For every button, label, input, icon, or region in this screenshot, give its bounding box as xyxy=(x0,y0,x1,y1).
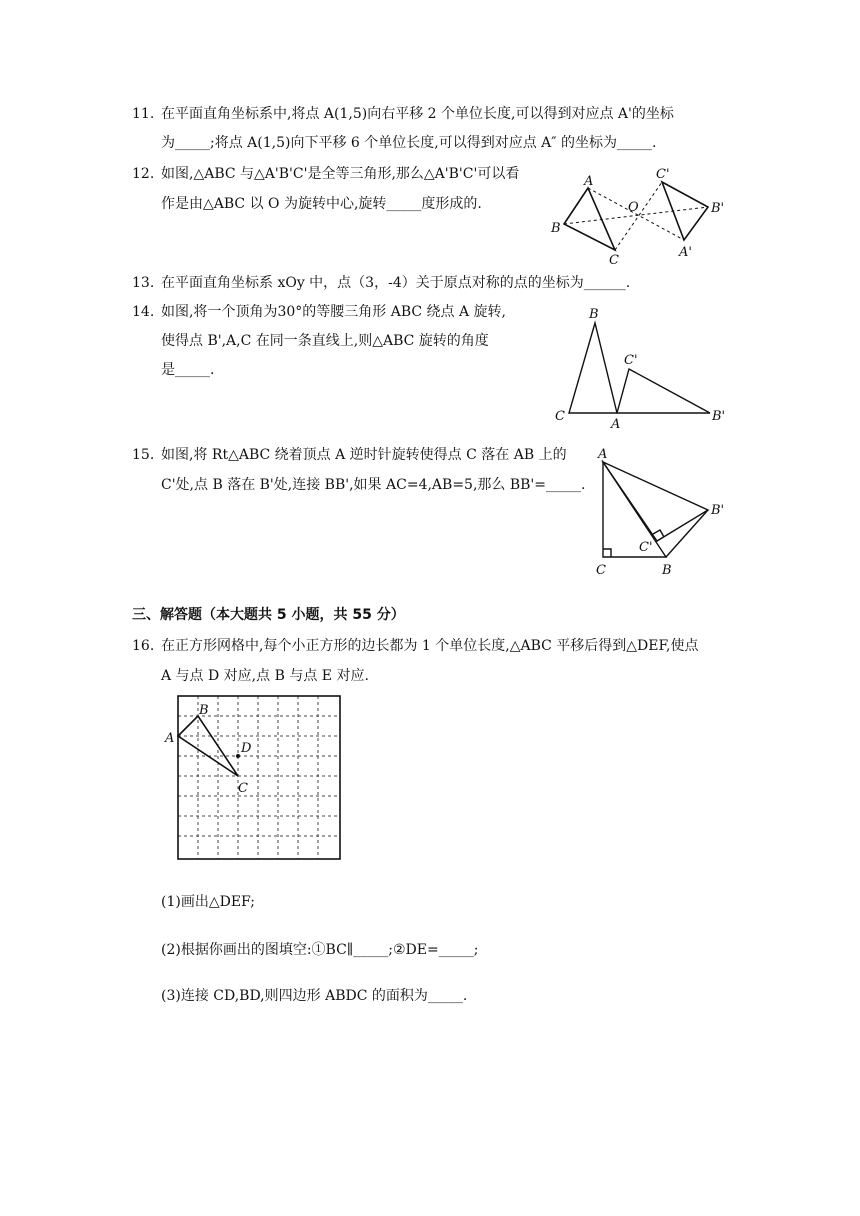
q11-number: 11. xyxy=(132,106,155,122)
q14-text-line2: 使得点 B',A,C 在同一条直线上,则△ABC 旋转的角度 xyxy=(161,333,489,349)
fig14-label-C: C xyxy=(555,409,565,424)
q16-sub2: (2)根据你画出的图填空:①BC∥_____;②DE=_____; xyxy=(161,942,479,958)
fig15-label-C-prime: C' xyxy=(639,540,653,555)
q12-figure xyxy=(548,160,728,270)
fig16-label-A: A xyxy=(165,731,175,746)
q12-number: 12. xyxy=(132,166,155,182)
fig12-label-B: B xyxy=(551,221,561,236)
fig16-label-D: D xyxy=(241,741,252,756)
q16-text-line2: A 与点 D 对应,点 B 与点 E 对应. xyxy=(161,668,369,684)
q14-text-line3: 是_____. xyxy=(161,362,215,378)
fig15-label-A: A xyxy=(598,447,608,462)
fig15-label-B: B xyxy=(662,563,672,578)
q16-number: 16. xyxy=(132,638,155,654)
q12-text-line1: 如图,△ABC 与△A'B'C'是全等三角形,那么△A'B'C'可以看 xyxy=(161,166,520,182)
q12-text-line2: 作是由△ABC 以 O 为旋转中心,旋转_____度形成的. xyxy=(161,196,482,212)
q14-number: 14. xyxy=(132,304,155,320)
q14-figure xyxy=(550,305,735,430)
q15-figure xyxy=(590,445,735,580)
fig12-label-B-prime: B' xyxy=(711,201,725,216)
q16-text-line1: 在正方形网格中,每个小正方形的边长都为 1 个单位长度,△ABC 平移后得到△DEF,使点 xyxy=(161,638,699,654)
section-heading: 三、解答题（本大题共 5 小题，共 55 分） xyxy=(132,607,405,623)
fig12-label-A-prime: A' xyxy=(679,245,692,260)
q13-number: 13. xyxy=(132,275,155,291)
fig14-label-B: B xyxy=(589,307,599,322)
fig16-label-C: C xyxy=(238,781,248,796)
q13-text-line1: 在平面直角坐标系 xOy 中，点（3，-4）关于原点对称的点的坐标为______. xyxy=(161,275,631,291)
fig12-label-A: A xyxy=(584,174,594,189)
q15-number: 15. xyxy=(132,447,155,463)
fig16-label-B: B xyxy=(199,703,209,718)
q14-text-line1: 如图,将一个顶角为30°的等腰三角形 ABC 绕点 A 旋转, xyxy=(161,304,506,320)
q15-text-line1: 如图,将 Rt△ABC 绕着顶点 A 逆时针旋转使得点 C 落在 AB 上的 xyxy=(161,447,567,463)
fig14-label-A: A xyxy=(611,417,621,432)
fig12-label-O: O xyxy=(628,200,639,215)
fig12-label-C: C xyxy=(609,253,619,268)
q16-sub1: (1)画出△DEF; xyxy=(161,894,255,910)
fig14-label-B-prime: B' xyxy=(712,409,726,424)
q16-sub3: (3)连接 CD,BD,则四边形 ABDC 的面积为_____. xyxy=(161,988,468,1004)
fig12-label-C-prime: C' xyxy=(656,167,670,182)
q16-grid-figure xyxy=(160,690,350,865)
fig14-label-C-prime: C' xyxy=(624,353,638,368)
fig15-label-B-prime: B' xyxy=(711,503,725,518)
q15-text-line2: C'处,点 B 落在 B'处,连接 BB',如果 AC=4,AB=5,那么 BB'=_____. xyxy=(161,477,586,493)
fig15-label-C: C xyxy=(596,563,606,578)
q11-text-line2: 为_____;将点 A(1,5)向下平移 6 个单位长度,可以得到对应点 A″ 的坐标为_____. xyxy=(161,135,657,151)
q11-text-line1: 在平面直角坐标系中,将点 A(1,5)向右平移 2 个单位长度,可以得到对应点 A'的坐标 xyxy=(161,106,674,122)
